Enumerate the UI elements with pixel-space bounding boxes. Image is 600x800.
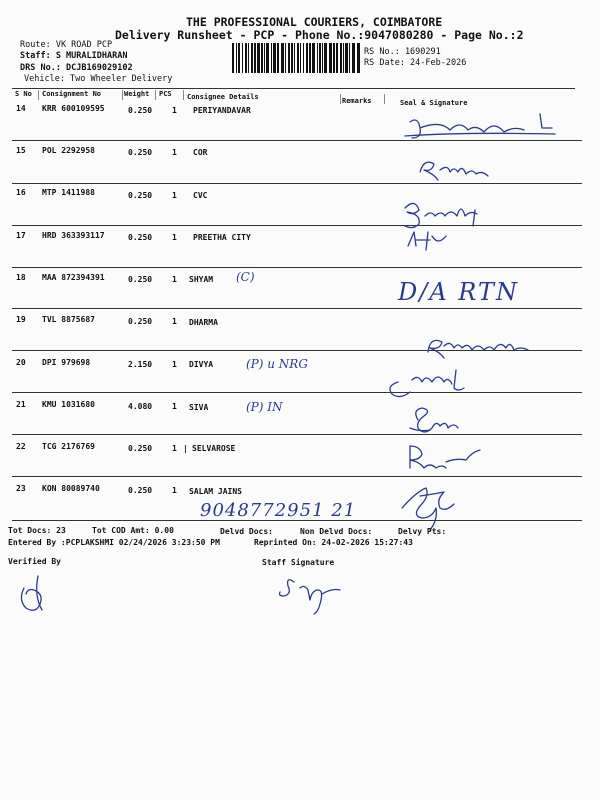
row-sno: 23	[16, 484, 26, 493]
row-sno: 21	[16, 400, 26, 409]
rs-date: RS Date: 24-Feb-2026	[364, 58, 467, 68]
row-sno: 17	[16, 231, 26, 240]
row-sno: 18	[16, 273, 26, 282]
col-seal-signature: Seal & Signature	[400, 99, 468, 107]
row-pcs: 1	[172, 233, 177, 242]
col-remarks: Remarks	[342, 97, 372, 105]
col-weight: Weight	[124, 90, 150, 98]
row-consignee: CVC	[193, 191, 208, 200]
row-pcs: 1	[172, 191, 177, 200]
rs-number: RS No.: 1690291	[364, 47, 441, 57]
runsheet-subtitle: Delivery Runsheet - PCP - Phone No.:9047080280 - Page No.:2	[115, 28, 524, 42]
verified-by-label: Verified By	[8, 557, 61, 566]
row-consignee: SHYAM	[189, 275, 214, 284]
row-pcs: 1	[172, 275, 177, 284]
row23-handwritten-phone: 9048772951 21	[200, 500, 357, 521]
reprinted-on: Reprinted On: 24-02-2026 15:27:43	[254, 538, 413, 547]
row-consignee: PERIYANDAVAR	[193, 106, 251, 115]
row-pcs: 1	[172, 317, 177, 326]
row-consignee: COR	[193, 148, 208, 157]
col-pcs: PCS	[159, 90, 172, 98]
row-pcs: 1	[172, 486, 177, 495]
row-consignee: SELVAROSE	[192, 444, 236, 453]
col-sno: S No	[15, 90, 32, 98]
col-consignee: Consignee Details	[187, 93, 259, 101]
row-sno: 19	[16, 315, 26, 324]
row-weight: 0.250	[128, 444, 153, 453]
row21-handwritten-note: (P) IN	[246, 400, 283, 414]
total-cod-amount: Tot COD Amt: 0.00	[92, 526, 174, 535]
row-pcs: 1	[172, 148, 177, 157]
row-consignee: SALAM JAINS	[189, 487, 242, 496]
delivery-points: Delvy Pts:	[398, 527, 447, 536]
row-consignment: KON 80089740	[42, 484, 100, 493]
row-consignee-sep: |	[183, 444, 188, 453]
row-pcs: 1	[172, 402, 177, 411]
row-weight: 0.250	[128, 317, 153, 326]
drs-number: DRS No.: DCJB169029102	[20, 63, 133, 73]
row-consignment: MAA 872394391	[42, 273, 105, 282]
row-sno: 14	[16, 104, 26, 113]
row-pcs: 1	[172, 444, 177, 453]
non-delivered-docs: Non Delvd Docs:	[300, 527, 373, 536]
company-name: THE PROFESSIONAL COURIERS, COIMBATORE	[186, 15, 443, 29]
row-pcs: 1	[172, 360, 177, 369]
row-consignment: TCG 2176769	[42, 442, 95, 451]
row-consignee: DHARMA	[189, 318, 218, 327]
row20-handwritten-note: (P) u NRG	[246, 357, 308, 371]
row-sno: 15	[16, 146, 26, 155]
row-weight: 4.080	[128, 402, 153, 411]
delivered-docs: Delvd Docs:	[220, 527, 273, 536]
row-consignment: MTP 1411988	[42, 188, 95, 197]
row-consignment: KMU 1031680	[42, 400, 95, 409]
row-weight: 0.250	[128, 106, 153, 115]
route-label: Route: VK ROAD PCP	[20, 40, 113, 50]
vehicle-label: Vehicle: Two Wheeler Delivery	[24, 74, 173, 84]
row-weight: 0.250	[128, 191, 153, 200]
row-consignee: DIVYA	[189, 360, 214, 369]
row-consignee: SIVA	[189, 403, 209, 412]
col-consignment: Consignment No	[42, 90, 102, 98]
row-sno: 20	[16, 358, 26, 367]
row-consignment: TVL 8875687	[42, 315, 95, 324]
row-consignment: DPI 979698	[42, 358, 91, 367]
row-weight: 2.150	[128, 360, 153, 369]
row-pcs: 1	[172, 106, 177, 115]
row18-handwritten-note: (C)	[236, 270, 255, 284]
row18-remark-da-rtn: D/A RTN	[398, 278, 519, 306]
row-weight: 0.250	[128, 486, 153, 495]
row-consignment: KRR 600109595	[42, 104, 105, 113]
row-weight: 0.250	[128, 275, 153, 284]
row-weight: 0.250	[128, 233, 153, 242]
row-sno: 22	[16, 442, 26, 451]
row-sno: 16	[16, 188, 26, 197]
row-weight: 0.250	[128, 148, 153, 157]
total-docs: Tot Docs: 23	[8, 526, 66, 535]
row-consignment: HRD 363393117	[42, 231, 105, 240]
row-consignee: PREETHA CITY	[193, 233, 251, 242]
row-consignment: POL 2292958	[42, 146, 95, 155]
staff-signature-label: Staff Signature	[262, 558, 335, 567]
staff-label: Staff: S MURALIDHARAN	[20, 51, 128, 61]
entered-by: Entered By :PCPLAKSHMI 02/24/2026 3:23:50 PM	[8, 538, 220, 547]
